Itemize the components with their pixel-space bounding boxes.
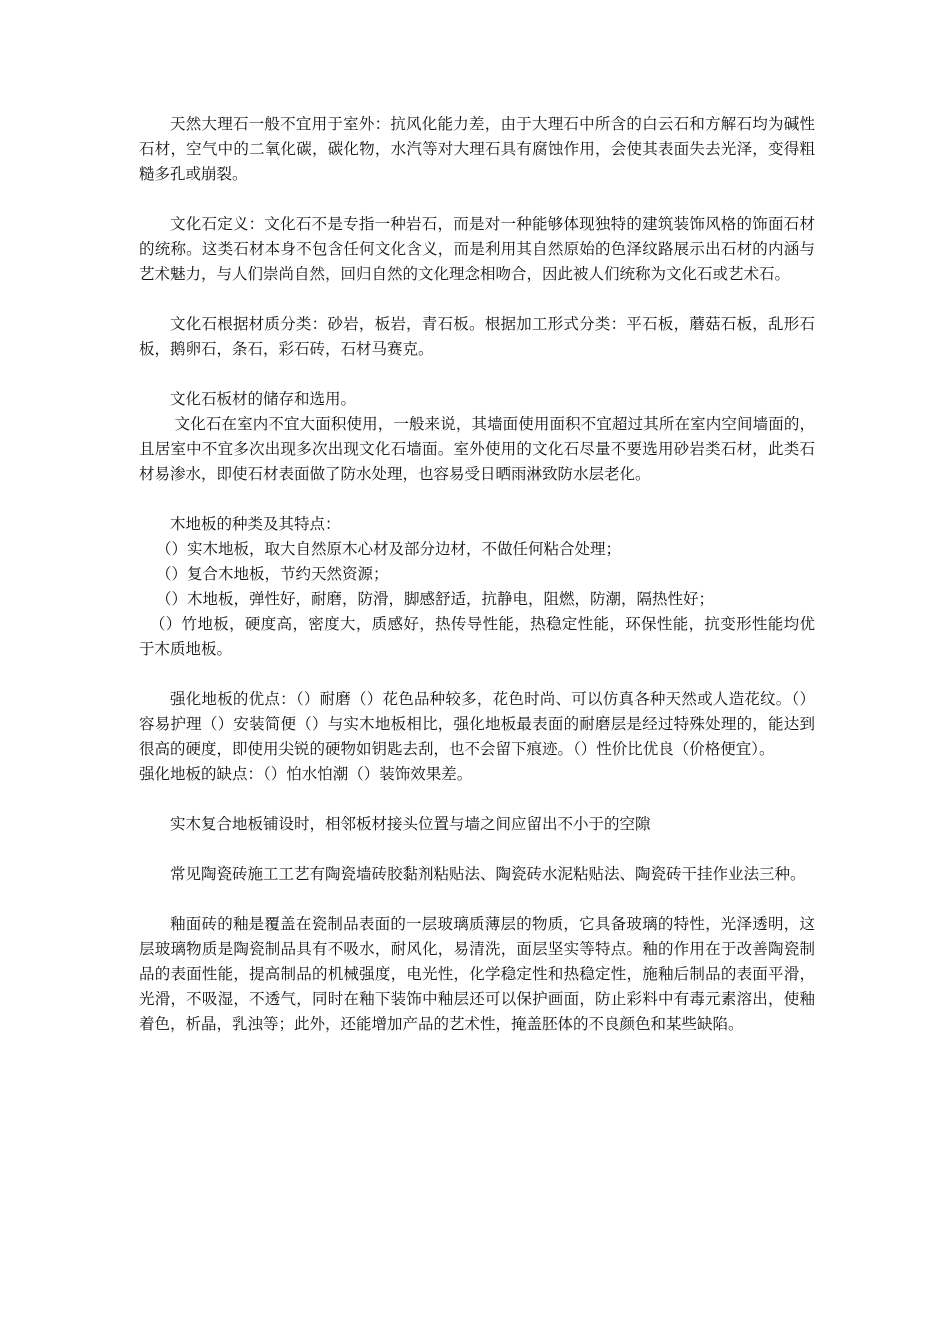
paragraph-laminate-advantages: 强化地板的优点：（）耐磨（）花色品种较多，花色时尚、可以仿真各种天然或人造花纹。（）容易护理（）安装简便（）与实木地板相比，强化地板最表面的耐磨层是经过特殊处理的，能达到很高的硬度，即使用尖锐的硬物如钥匙去刮，也不会留下痕迹。（）性价比优良（价格便宜）。	[139, 690, 815, 758]
paragraph-gap	[139, 362, 815, 387]
paragraph-gap	[139, 187, 815, 212]
paragraph-cultured-stone-storage-title: 文化石板材的储存和选用。	[170, 390, 357, 408]
wood-floor-item: （）复合木地板，节约天然资源；	[156, 565, 389, 583]
paragraph-gap	[139, 287, 815, 312]
wood-floor-item: （）实木地板，取大自然原木心材及部分边材，不做任何粘合处理；	[156, 540, 622, 558]
paragraph-gap	[139, 787, 815, 812]
paragraph-cultured-stone-definition: 文化石定义：文化石不是专指一种岩石，而是对一种能够体现独特的建筑装饰风格的饰面石材的统称。这类石材本身不包含任何文化含义，而是利用其自然原始的色泽纹路展示出石材的内涵与艺术魅力，与人们崇尚自然，回归自然的文化理念相吻合，因此被人们统称为文化石或艺术石。	[139, 215, 815, 283]
paragraph-gap	[139, 837, 815, 862]
paragraph-marble: 天然大理石一般不宜用于室外：抗风化能力差，由于大理石中所含的白云石和方解石均为碱性石材，空气中的二氧化碳，碳化物，水汽等对大理石具有腐蚀作用，会使其表面失去光泽，变得粗糙多孔或崩裂。	[139, 115, 815, 183]
paragraph-gap	[139, 887, 815, 912]
paragraph-gap	[139, 487, 815, 512]
wood-floor-title: 木地板的种类及其特点：	[170, 515, 341, 533]
paragraph-tile-methods: 常见陶瓷砖施工工艺有陶瓷墙砖胶黏剂粘贴法、陶瓷砖水泥粘贴法、陶瓷砖干挂作业法三种。	[170, 865, 806, 883]
paragraph-gap	[139, 662, 815, 687]
document-body	[139, 112, 815, 1037]
paragraph-cultured-stone-storage-body: 文化石在室内不宜大面积使用，一般来说，其墙面使用面积不宜超过其所在室内空间墙面的，且居室中不宜多次出现多次出现文化石墙面。室外使用的文化石尽量不要选用砂岩类石材，此类石材易渗水，即使石材表面做了防水处理，也容易受日晒雨淋致防水层老化。	[139, 415, 815, 483]
paragraph-engineered-floor-gap: 实木复合地板铺设时，相邻板材接头位置与墙之间应留出不小于的空隙	[170, 815, 651, 833]
paragraph-glazed-tile: 釉面砖的釉是覆盖在瓷制品表面的一层玻璃质薄层的物质，它具备玻璃的特性，光泽透明，这层玻璃物质是陶瓷制品具有不吸水，耐风化，易清洗，面层坚实等特点。釉的作用在于改善陶瓷制品的表面性能，提高制品的机械强度，电光性，化学稳定性和热稳定性，施釉后制品的表面平滑，光滑，不吸湿，不透气，同时在釉下装饰中釉层还可以保护画面，防止彩料中有毒元素溶出，使釉着色，析晶，乳浊等；此外，还能增加产品的艺术性，掩盖胚体的不良颜色和某些缺陷。	[139, 915, 815, 1033]
paragraph-laminate-disadvantages: 强化地板的缺点：（）怕水怕潮（）装饰效果差。	[139, 765, 473, 783]
paragraph-cultured-stone-classification: 文化石根据材质分类：砂岩，板岩，青石板。根据加工形式分类：平石板，蘑菇石板，乱形石板，鹅卵石，条石，彩石砖，石材马赛克。	[139, 315, 815, 358]
wood-floor-item: （）木地板，弹性好，耐磨，防滑，脚感舒适，抗静电，阻燃，防潮，隔热性好；	[156, 590, 715, 608]
wood-floor-item: （）竹地板，硬度高，密度大，质感好，热传导性能，热稳定性能，环保性能，抗变形性能均优于木质地板。	[139, 615, 815, 658]
